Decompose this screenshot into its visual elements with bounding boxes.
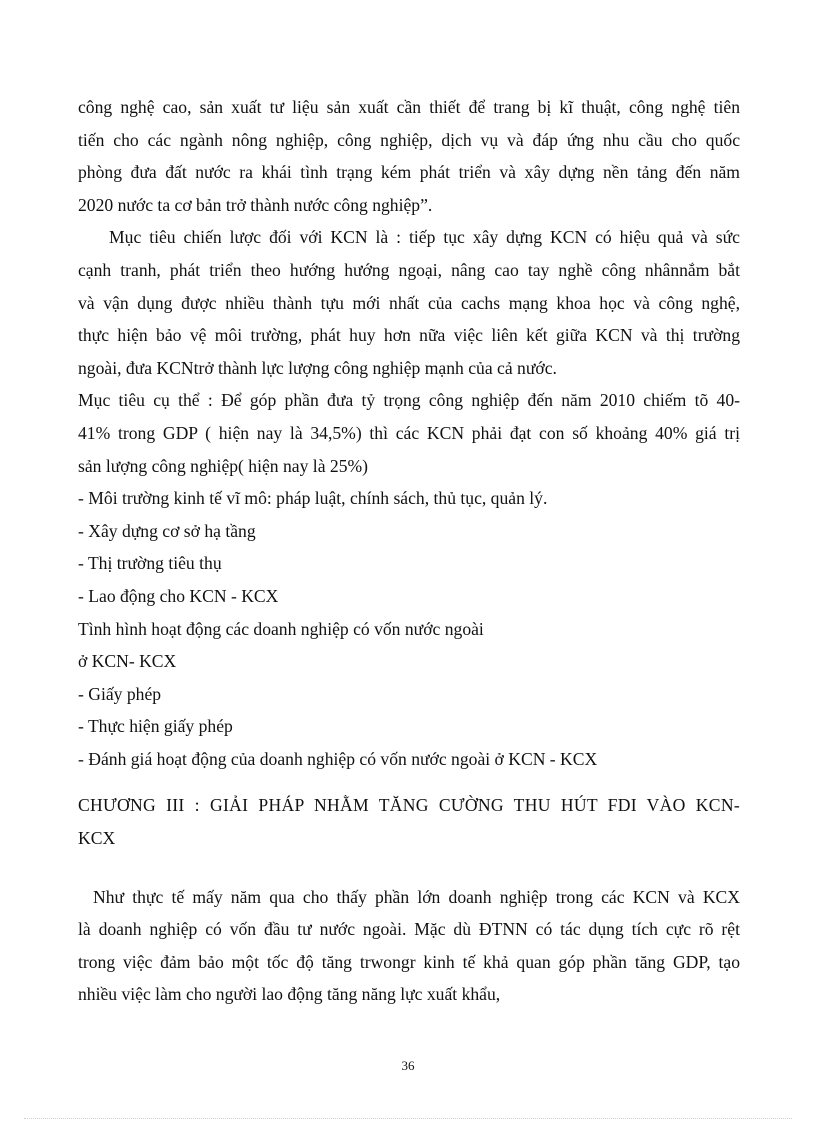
- text-line: Mục tiêu chiến lược đối với KCN là : tiếp tục xây dựng KCN có hiệu quả và sức: [109, 227, 740, 248]
- text-line: là doanh nghiệp có vốn đầu tư nước ngoài. Mặc dù ĐTNN có tác dụng tích cực rõ rệt: [78, 919, 740, 940]
- text-line: Mục tiêu cụ thể : Để góp phần đưa tỷ trọng công nghiệp đến năm 2010 chiếm tõ 40-: [78, 390, 740, 411]
- paragraph-reality: [78, 881, 740, 1011]
- text-line: CHƯƠNG III : GIẢI PHÁP NHẰM TĂNG CƯỜNG THU HÚT FDI VÀO KCN-: [78, 795, 740, 816]
- spacer: [78, 855, 740, 881]
- list-item: - Thực hiện giấy phép: [78, 716, 233, 737]
- text-line: KCX: [78, 828, 116, 849]
- text-line: trong việc đảm bảo một tốc độ tăng trwongr kinh tế khả quan góp phần tăng GDP, tạo: [78, 951, 740, 972]
- text-line: 41% trong GDP ( hiện nay là 34,5%) thì các KCN phải đạt con số khoảng 40% giá trị: [78, 422, 740, 443]
- list-item: - Môi trường kinh tế vĩ mô: pháp luật, chính sách, thủ tục, quản lý.: [78, 488, 548, 509]
- spacer: [78, 775, 740, 789]
- text-line: Như thực tế mấy năm qua cho thấy phần lớn doanh nghiệp trong các KCN và KCX: [93, 886, 740, 907]
- text-line: công nghệ cao, sản xuất tư liệu sản xuất cần thiết để trang bị kĩ thuật, công nghệ tiên: [78, 97, 740, 117]
- list-item: - Xây dựng cơ sở hạ tầng: [78, 520, 256, 541]
- text-line: cạnh tranh, phát triển theo hướng hướng ngoại, nâng cao tay nghề công nhânnắm bắt: [78, 259, 740, 280]
- page-number: 36: [401, 1058, 415, 1073]
- text-line: phòng đưa đất nước ra khái tình trạng kém phát triển và xây dựng nền tảng đến năm: [78, 162, 740, 183]
- text-line: và vận dụng được nhiều thành tựu mới nhất của cachs mạng khoa học và công nghệ,: [78, 292, 740, 313]
- paragraph-strategic-goal: [78, 221, 740, 384]
- page-body: [78, 91, 740, 1011]
- section-subheading: [78, 613, 740, 678]
- text-line: thực hiện bảo vệ môi trường, phát huy hơn nữa việc liên kết giữa KCN và thị trường: [78, 325, 740, 346]
- chapter-heading: [78, 789, 740, 854]
- text-line: sản lượng công nghiệp( hiện nay là 25%): [78, 455, 369, 476]
- factor-list: [78, 482, 740, 612]
- paragraph-intro-continuation: [78, 91, 740, 221]
- text-line: Tình hình hoạt động các doanh nghiệp có vốn nước ngoài: [78, 618, 484, 639]
- list-item: - Thị trường tiêu thụ: [78, 553, 222, 574]
- licensing-list: [78, 678, 740, 776]
- list-item: - Lao động cho KCN - KCX: [78, 585, 279, 606]
- text-line: 2020 nước ta cơ bản trở thành nước công nghiệp”.: [78, 194, 433, 215]
- text-line: nhiều việc làm cho người lao động tăng năng lực xuất khẩu,: [78, 984, 501, 1005]
- list-item: - Giấy phép: [78, 683, 162, 704]
- text-line: ở KCN- KCX: [78, 651, 177, 672]
- page-bottom-rule: [24, 1118, 792, 1119]
- paragraph-specific-goal: [78, 384, 740, 482]
- list-item: - Đánh giá hoạt động của doanh nghiệp có vốn nước ngoài ở KCN - KCX: [78, 748, 598, 769]
- text-line: tiến cho các ngành nông nghiệp, công nghiệp, dịch vụ và đáp ứng nhu cầu cho quốc: [78, 129, 740, 150]
- text-line: ngoài, đưa KCNtrở thành lực lượng công nghiệp mạnh của cả nước.: [78, 357, 557, 378]
